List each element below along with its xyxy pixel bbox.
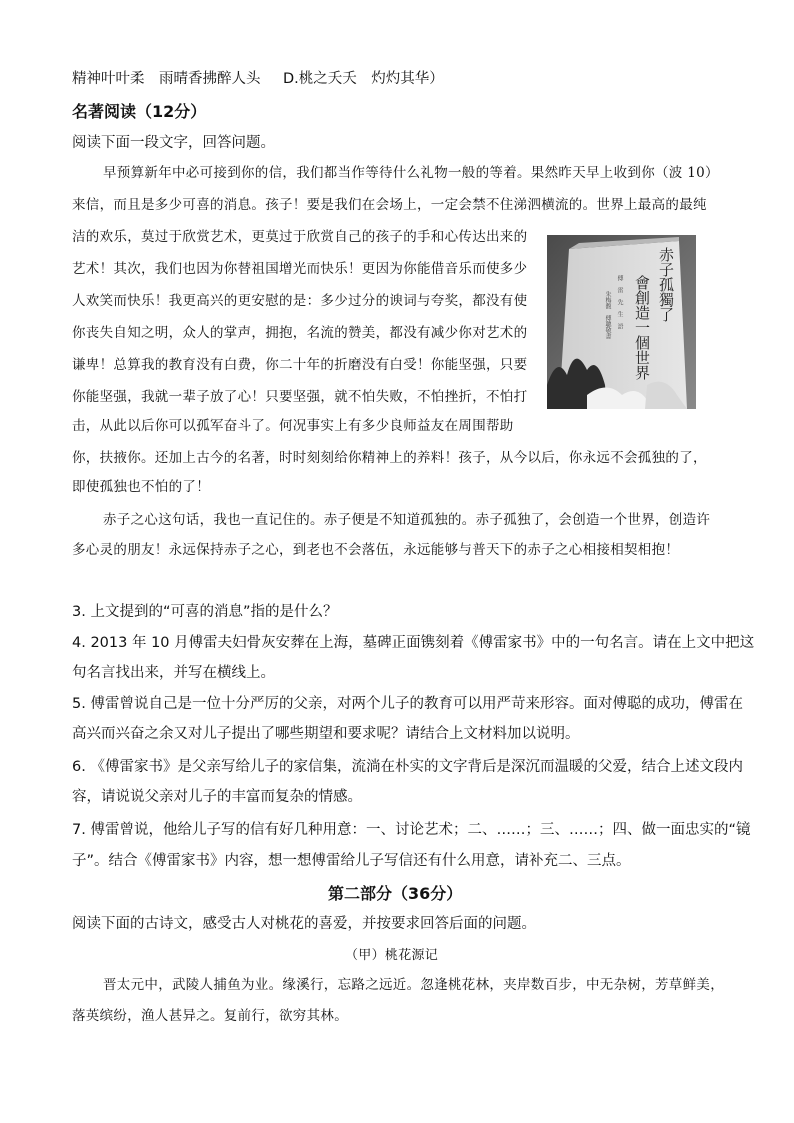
section1-instruction: 阅读下面一段文字，回答问题。 [72,135,275,151]
tombstone-small-text-1: 傅 雷 先 生 語 [616,275,623,329]
question-line: 5. 傅雷曾说自己是一位十分严厉的父亲，对两个儿子的教育可以用严苛来形容。面对傅聪的成功，傅雷在 [72,696,743,712]
passage-line: 你，扶掖你。还加上古今的名著，时时刻刻给你精神上的养料！孩子，从今以后，你永远不会孤独的了， [72,450,707,466]
tombstone-big-text-1: 赤子孤獨了 [657,247,675,322]
section2-instruction: 阅读下面的古诗文，感受古人对桃花的喜爱，并按要求回答后面的问题。 [72,916,536,932]
passage-line: 击，从此以后你可以孤军奋斗了。何况事实上有多少良师益友在周围帮助 [72,418,514,434]
tombstone-photo [547,235,696,409]
question-line: 3. 上文提到的“可喜的消息”指的是什么？ [72,604,338,620]
passage-line: 洁的欢乐，莫过于欣赏艺术，更莫过于欣赏自己的孩子的手和心传达出来的 [72,229,528,245]
passage-line: 即使孤独也不怕的了！ [72,479,210,495]
passage-line: 谦卑！总算我的教育没有白费，你二十年的折磨没有白受！你能坚强，只要 [72,357,528,373]
tombstone-small-text-2: 朱梅馥 傅聰敬書 [604,291,611,339]
section1-title: 名著阅读（12分） [72,102,207,121]
question-line: 7. 傅雷曾说，他给儿子写的信有好几种用意：一、讨论艺术；二、……；三、……；四、做一面忠实的“镜 [72,822,751,838]
option-d-text: D.桃之夭夭 灼灼其华） [283,71,444,87]
passage-line: 早预算新年中必可接到你的信，我们都当作等待什么礼物一般的等着。果然昨天早上收到你（波 10） [103,165,719,181]
option-c-text: 精神叶叶柔 雨晴香拂醉人头 [72,71,261,87]
section2-title: 第二部分（36分） [328,884,463,903]
question-line: 4. 2013 年 10 月傅雷夫妇骨灰安葬在上海，墓碑正面镌刻着《傅雷家书》中的一句名言。请在上文中把这 [72,635,755,651]
question-line: 子”。结合《傅雷家书》内容，想一想傅雷给儿子写信还有什么用意，请补充二、三点。 [72,853,631,869]
passage-line: 多心灵的朋友！永远保持赤子之心，到老也不会落伍，永远能够与普天下的赤子之心相接相契相抱！ [72,542,680,558]
classical-text-line: 晋太元中，武陵人捕鱼为业。缘溪行，忘路之远近。忽逢桃花林，夹岸数百步，中无杂树，芳草鲜美， [103,977,724,993]
question-line: 句名言找出来，并写在横线上。 [72,665,275,681]
question-line: 高兴而兴奋之余又对儿子提出了哪些期望和要求呢？请结合上文材料加以说明。 [72,726,580,742]
passage-line: 人欢笑而快乐！我更高兴的更安慰的是：多少过分的谀词与夸奖，都没有使 [72,293,528,309]
passage-line: 艺术！其次，我们也因为你替祖国增光而快乐！更因为你能借音乐而使多少 [72,261,528,277]
classical-text-line: 落英缤纷，渔人甚异之。复前行，欲穷其林。 [72,1008,348,1024]
section2-subtitle: （甲）桃花源记 [345,948,439,963]
passage-line: 你能坚强，我就一辈子放了心！只要坚强，就不怕失败，不怕挫折，不怕打 [72,389,528,405]
passage-line: 赤子之心这句话，我也一直记住的。赤子便是不知道孤独的。赤子孤独了，会创造一个世界，创造许 [103,512,711,528]
question-line: 6. 《傅雷家书》是父亲写给儿子的家信集，流淌在朴实的文字背后是深沉而温暖的父爱，结合上述文段内 [72,759,743,775]
question-line: 容，请说说父亲对儿子的丰富而复杂的情感。 [72,789,362,805]
tombstone-big-text-2: 會創造一個世界 [633,275,651,380]
passage-line: 你丧失自知之明，众人的掌声，拥抱，名流的赞美，都没有减少你对艺术的 [72,325,528,341]
passage-line: 来信，而且是多少可喜的消息。孩子！要是我们在会场上，一定会禁不住涕泗横流的。世界上最高的最纯 [72,197,707,213]
